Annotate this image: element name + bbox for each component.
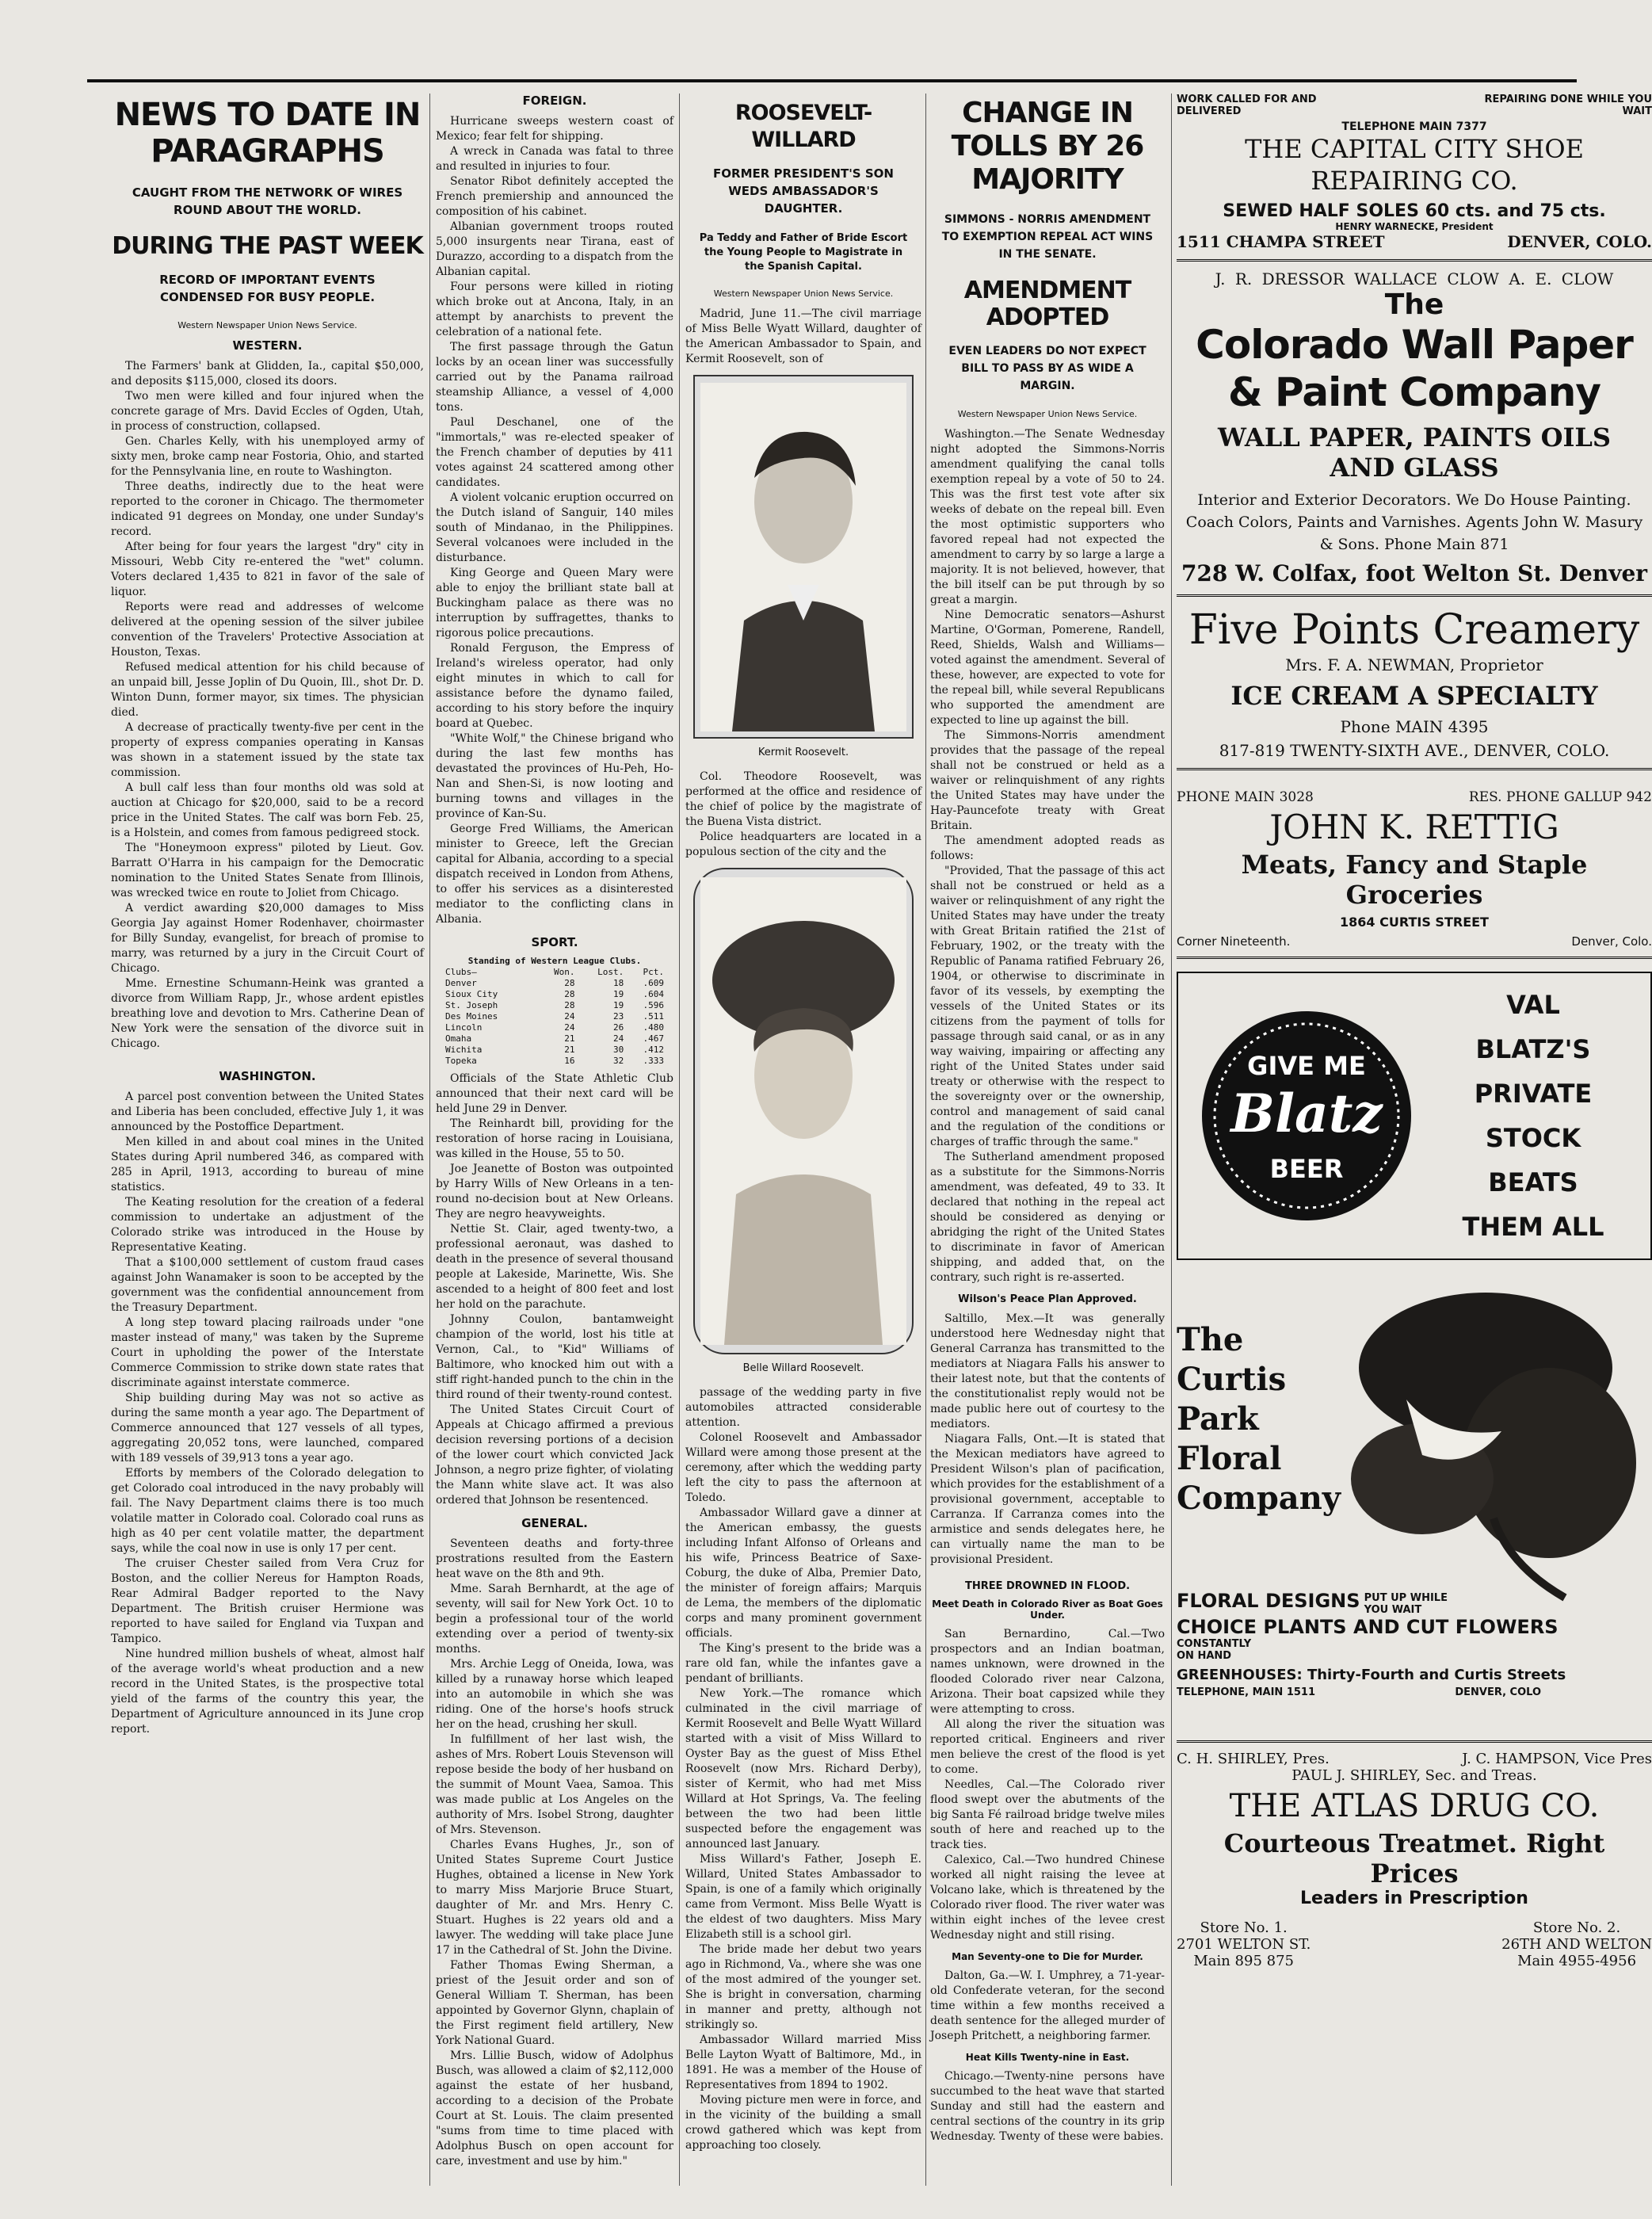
deck: RECORD OF IMPORTANT EVENTS CONDENSED FOR BUSY PEOPLE. (159, 273, 376, 304)
column-news-to-date (111, 94, 424, 2186)
portrait-belle-icon (700, 877, 906, 1345)
store-address: 2701 WELTON ST. (1177, 1936, 1311, 1953)
paragraph: The "Honeymoon express" piloted by Lieut. Gov. Barratt O'Harra in his campaign for the Democratic nomination to the United States Senate from Illinois, was wrecked twice en route to Joliet from Chicago. (111, 842, 424, 899)
paragraph: The bride made her debut two years ago in Richmond, Va., where she was one of the most admired of the younger set. She is bright in conversation, charming in manner and pretty, although not strikingly so. (685, 1943, 921, 2031)
table-cell: .604 (643, 989, 664, 999)
paragraph: Dalton, Ga.—W. I. Umphrey, a 71-year-old Confederate veteran, for the second time within a few months received a death sentence for the alleged murder of Joseph Pritchett, a neighboring farmer. (930, 1969, 1165, 2042)
table-header: Clubs— (445, 967, 477, 977)
paragraph: Efforts by members of the Colorado delegation to get Colorado coal introduced in the navy probably will fail. The Navy Department claims there is too much volatile matter in Colorado coal. Colorado coal runs as high as 40 per cent volatile matter, the department says, while the coal now in use is only 17 per cent. (111, 1467, 424, 1555)
paragraph: A verdict awarding $20,000 damages to Miss Georgia Jay against Homer Rodenhaver, choirmaster for Billy Sunday, evangelist, for breach of promise to marry, was returned by a jury in the Circuit Court of Chicago. (111, 902, 424, 975)
section-foreign: FOREIGN. (522, 94, 587, 108)
wire-service: Western Newspaper Union News Service. (177, 320, 357, 330)
paragraph: A violent volcanic eruption occurred on the Dutch island of Sanguir, 140 miles south of Mindanao, in the Philippines. Several volcanoes were included in the disturbance. (436, 491, 673, 564)
paragraph: Officials of the State Athletic Club announced that their next card will be held June 29 in Denver. (436, 1072, 673, 1115)
atlas-officers-row (1177, 1751, 1652, 1767)
blatz-line: BEATS (1488, 1167, 1578, 1197)
column-rule (925, 94, 926, 2186)
ad-note: REPAIRING DONE WHILE YOU WAIT (1484, 94, 1652, 117)
table-cell: 21 (564, 1045, 575, 1055)
deck: EVEN LEADERS DO NOT EXPECT BILL TO PASS BY AS WIDE A MARGIN. (948, 345, 1146, 392)
paragraph: Two men were killed and four injured when the concrete garage of Mrs. David Eccles of Ogden, Utah, in process of construction, collapsed. (111, 390, 424, 433)
atlas-store-2 (1501, 1919, 1652, 1969)
blatz-seal-text-bottom: BEER (1269, 1154, 1344, 1184)
paragraph: The Sutherland amendment proposed as a substitute for the Simmons-Norris amendment, was defeated, 49 to 33. It declared that nothing in the repeal act should be considered as denying or abridging the right of the United States to discriminate in favor of American shipping, and added that, on the contrary, such right is re-asserted. (930, 1151, 1165, 1284)
floral-phone: TELEPHONE, MAIN 1511 (1177, 1686, 1316, 1698)
paragraph: Madrid, June 11.—The civil marriage of Miss Belle Wyatt Willard, daughter of the American Ambassador to Spain, and Kermit Roosevelt, son of (685, 307, 921, 365)
table-cell: Denver (445, 978, 477, 988)
paragraph: A bull calf less than four months old was sold at auction at Chicago for $20,000, said to be a record price in the United States. The calf was born Feb. 25, is a Holstein, and comes from famous pedigreed stock. (111, 781, 424, 839)
portrait-photo-belle (693, 868, 914, 1354)
paragraph: Ship building during May was not so active as during the same month a year ago. The Department of Commerce announced that 127 vessels of all types, aggregating 20,052 tons, were launched, compared with 189 vessels of 39,913 tons a year ago. (111, 1392, 424, 1465)
subhead: Man Seventy-one to Die for Murder. (952, 1951, 1143, 1962)
store-address: 26TH AND WELTON (1501, 1936, 1652, 1953)
blatz-line: VAL (1506, 990, 1560, 1020)
floral-name-line: Park (1177, 1400, 1259, 1438)
subhead: Meet Death in Colorado River as Boat Goes Under. (932, 1598, 1163, 1621)
store-label: Store No. 1. (1200, 1919, 1288, 1936)
table-cell: St. Joseph (445, 1000, 498, 1010)
paragraph: George Fred Williams, the American minister to Greece, left the Grecian capital for Albania, according to a special dispatch received in London from Athens, to offer his services as a disinterested mediator to the conflicting clans in Albania. (436, 823, 673, 926)
paragraph: "White Wolf," the Chinese brigand who during the last few months has devastated the provinces of Hu-Peh, Ho-Nan and Shen-Si, is now looting and burning towns and villages in the province of Kan-Su. (436, 732, 673, 820)
subhead: THREE DROWNED IN FLOOD. (964, 1580, 1131, 1592)
wire-service: Western Newspaper Union News Service. (957, 409, 1138, 419)
column-advertisements (1177, 94, 1652, 2186)
ad-address-row (1177, 232, 1652, 251)
paragraph: The Simmons-Norris amendment provides that the passage of the repeal shall not be construed or held as a waiver or relinquishment of any rights the United States may have under the Hay-Pauncefote treaty with Great Britain. (930, 729, 1165, 832)
paragraph: Chicago.—Twenty-nine persons have succumbed to the heat wave that started Sunday and still had the eastern and central sections of the country in its grip Wednesday. Twenty of these were babies. (930, 2070, 1165, 2143)
table-row (444, 1033, 666, 1045)
paragraph: "Provided, That the passage of this act shall not be construed or held as a waiver or relinquishment of any right the United States may have under the treaty with Great Britain ratified the 21st of February, 1902, or the treaty with the Republic of Panama ratified February 26, 1904, or otherwise to discriminate in favor of its vessels, by exempting the vessels of the United States or its citizens from the payment of tolls for passage through said canal, or as in any way waiving, impairing or affecting any right of the United States under said treaty or otherwise with the respect to the sovereignty over or the ownership, control and management of said canal and the regulation of the conditions or charges of traffic through the same." (930, 865, 1165, 1148)
paragraph: Gen. Charles Kelly, with his unemployed army of sixty men, broke camp near Fostoria, Ohio, and started for the Pennsylvania line, en route to Washington. (111, 435, 424, 478)
table-row (444, 978, 666, 989)
photo-caption: Kermit Roosevelt. (757, 747, 849, 758)
blatz-line: BLATZ'S (1475, 1034, 1591, 1064)
paragraph: Ronald Ferguson, the Empress of Ireland's wireless operator, had only eight minutes in which to call for assistance before the dynamo failed, according to his story before the inquiry board at Quebec. (436, 642, 673, 730)
ad-address: 728 W. Colfax, foot Welton St. Denver (1181, 560, 1648, 586)
ad-phone-row (1177, 789, 1652, 805)
deck: CAUGHT FROM THE NETWORK OF WIRES ROUND ABOUT THE WORLD. (132, 185, 403, 217)
ad-atlas-drug (1177, 1743, 1652, 1977)
table-cell: Lincoln (445, 1022, 483, 1033)
ad-line: ICE CREAM A SPECIALTY (1230, 681, 1598, 711)
paragraph: The United States Circuit Court of Appeals at Chicago affirmed a previous decision reversing portions of a decision of the lower court which convicted Jack Johnson, a negro prize fighter, of violating the Mann white slave act. It was also ordered that Johnson be resentenced. (436, 1404, 673, 1507)
paragraph: King George and Queen Mary were able to enjoy the brilliant state ball at Buckingham palace as there was no interruption by suffragettes, thanks to rigorous police precautions. (436, 567, 673, 640)
floral-name-line: Company (1177, 1480, 1341, 1517)
blatz-seal-text-top: GIVE ME (1247, 1051, 1366, 1081)
ad-val-blatz (1177, 972, 1652, 1260)
atlas-slogan: Courteous Treatmet. Right Prices (1223, 1828, 1605, 1889)
headline-news-to-date: NEWS TO DATE IN PARAGRAPHS (114, 97, 421, 170)
paragraph: The amendment adopted reads as follows: (930, 835, 1165, 862)
ad-business-name: Colorado Wall Paper & Paint Company (1196, 322, 1633, 415)
paragraph: Police headquarters are located in a populous section of the city and the (685, 831, 921, 858)
atlas-president: C. H. SHIRLEY, Pres. (1177, 1751, 1330, 1767)
table-cell: 32 (613, 1056, 624, 1066)
table-cell: .596 (643, 1000, 664, 1010)
table-cell: Des Moines (445, 1011, 498, 1022)
table-cell: 26 (613, 1022, 624, 1033)
paragraph: Albanian government troops routed 5,000 insurgents near Tirana, east of Durazzo, according to a dispatch from the Albanian capital. (436, 220, 673, 278)
paragraph: The first passage through the Gatun locks by an ocean liner was successfully carried out by the Panama railroad steamship Alliance, a vessel of 4,000 tons. (436, 341, 673, 414)
paragraph: Col. Theodore Roosevelt, was performed at the office and residence of the chief of police by the magistrate of the Buena Vista district. (685, 770, 921, 828)
table-cell: 28 (564, 989, 575, 999)
table-row (444, 1056, 666, 1067)
paragraph: The Reinhardt bill, providing for the restoration of horse racing in Louisiana, was killed in the House, 55 to 50. (436, 1117, 673, 1160)
paragraph: A wreck in Canada was fatal to three and resulted in injuries to four. (436, 145, 673, 173)
ad-phone: RES. PHONE GALLUP 942 (1468, 789, 1652, 805)
ad-line: Meats, Fancy and Staple Groceries (1241, 850, 1588, 910)
headline-amendment-adopted: AMENDMENT ADOPTED (963, 277, 1131, 331)
subhead: Wilson's Peace Plan Approved. (958, 1293, 1137, 1305)
atlas-leaders: Leaders in Prescription (1300, 1889, 1528, 1908)
paragraph: San Bernardino, Cal.—Two prospectors and an Indian boatman, names unknown, were drowned in the flooded Colorado river near Calzona, Arizona. Their boat capsized while they were attempting to cross. (930, 1628, 1165, 1716)
table-cell: 24 (613, 1033, 624, 1044)
column-rule (429, 94, 430, 2186)
paragraph: Ambassador Willard gave a dinner at the American embassy, the guests including Infant Alfonso of Orleans and his wife, Princess Beatrice of Saxe-Coburg, the duke of Alba, Premier Dato, the minister of foreign affairs; Marquis de Lema, the members of the diplomatic corps and many prominent government officials. (685, 1507, 921, 1640)
paragraph: That a $100,000 settlement of custom fraud cases against John Wanamaker is soon to be accepted by the government was the confidential announcement from the Treasury Department. (111, 1256, 424, 1314)
blatz-seal-text-mid: Blatz (1230, 1083, 1383, 1144)
table-cell: 16 (564, 1056, 575, 1066)
ad-top-row (1177, 94, 1652, 117)
table-cell: Wichita (445, 1045, 483, 1055)
paragraph: Charles Evans Hughes, Jr., son of United States Supreme Court Justice Hughes, obtained a license in New York to marry Miss Marjorie Bruce Stuart, daughter of Mr. and Mrs. Henry C. Stuart. Hughes is 22 years old and a lawyer. The wedding will take place June 17 in the Cathedral of St. John the Divine. (436, 1839, 673, 1957)
ad-phone: TELEPHONE MAIN 7377 (1341, 120, 1487, 133)
paragraph: Needles, Cal.—The Colorado river flood swept over the abutments of the big Santa Fé railroad bridge twelve miles south of here and reached up to the track ties. (930, 1778, 1165, 1851)
atlas-vice-president: J. C. HAMPSON, Vice Pres (1462, 1751, 1652, 1767)
paragraph: The Keating resolution for the creation of a federal commission to undertake an adjustment of the Colorado strike was introduced in the House by Representative Keating. (111, 1196, 424, 1254)
paragraph: Moving picture men were in force, and in the vicinity of the building a small crowd gathered which was kept from approaching too closely. (685, 2094, 921, 2152)
ad-owners: J. R. DRESSOR WALLACE CLOW A. E. CLOW (1215, 269, 1614, 288)
ad-description: Interior and Exterior Decorators. We Do House Painting. Coach Colors, Paints and Varnishes. Agents John W. Masury & Sons. Phone Main 871 (1185, 491, 1643, 553)
table-row (444, 1022, 666, 1033)
table-cell: 19 (613, 1000, 624, 1010)
floral-business-name (1177, 1320, 1341, 1518)
table-header: Lost. (597, 967, 624, 977)
ad-city: Denver, Colo. (1571, 934, 1652, 949)
paragraph: Mme. Ernestine Schumann-Heink was granted a divorce from William Rapp, Jr., whose ardent epistles breathing love and devotion to Mrs. Catherine Dean of New York were the sensation of the divorce suit in Chicago. (111, 977, 424, 1050)
column-roosevelt-willard (685, 94, 921, 2186)
portrait-photo-kermit (693, 375, 914, 739)
paragraph: A parcel post convention between the United States and Liberia has been concluded, effective July 1, it was announced by the Postoffice Department. (111, 1090, 424, 1133)
floral-contact-row (1177, 1686, 1541, 1698)
paragraph: Miss Willard's Father, Joseph E. Willard, United States Ambassador to Spain, is one of a family which originally came from Vermont. Miss Belle Wyatt is the eldest of two daughters. Miss Mary Elizabeth still is a school girl. (685, 1853, 921, 1941)
table-cell: 30 (613, 1045, 624, 1055)
blatz-line: STOCK (1485, 1123, 1581, 1153)
paragraph: The cruiser Chester sailed from Vera Cruz for Boston, and the collier Nereus for Hampton Roads, Rear Admiral Badger reported to the Navy Department. The British cruiser Hermione was reported to have sailed for England via Tuxpan and Tampico. (111, 1557, 424, 1645)
paragraph: Washington.—The Senate Wednesday night adopted the Simmons-Norris amendment qualifying the canal tolls exemption repeal by a vote of 50 to 24. This was the first test vote after six weeks of debate on the repeal bill. Even the most optimistic supporters who favored repeal had not expected the amendment to carry by so large a large a majority. It is not believed, however, that the bill itself can be put through by so great a margin. (930, 428, 1165, 606)
table-cell: Topeka (445, 1056, 477, 1066)
paragraph: Saltillo, Mex.—It was generally understood here Wednesday night that General Carranza has transmitted to the mediators at Niagara Falls his answer to their latest note, but that the contents of the constitutionalist reply would not be made public here out of courtesy to the mediators. (930, 1312, 1165, 1430)
ad-john-k-rettig (1177, 781, 1652, 959)
column-rule (679, 94, 680, 2186)
table-cell: .333 (643, 1056, 664, 1066)
table-cell: .480 (643, 1022, 664, 1033)
ad-the: The (1384, 288, 1444, 321)
section-washington: WASHINGTON. (219, 1069, 316, 1083)
wire-service: Western Newspaper Union News Service. (713, 288, 894, 299)
deck: FORMER PRESIDENT'S SON WEDS AMBASSADOR'S DAUGHTER. (713, 166, 894, 216)
newspaper-page (87, 79, 1652, 2190)
ad-colorado-wall-paper (1177, 262, 1652, 597)
table-row (444, 967, 666, 978)
ad-corner-row (1177, 934, 1652, 949)
table-cell: Sioux City (445, 989, 498, 999)
floral-note: PUT UP WHILE YOU WAIT (1364, 1591, 1448, 1616)
flower-illustration-icon (1311, 1281, 1644, 1614)
paragraph: Seventeen deaths and forty-three prostrations resulted from the Eastern heat wave on the 8th and 9th. (436, 1537, 673, 1580)
ad-note: WORK CALLED FOR AND DELIVERED (1177, 94, 1317, 117)
table-cell: 21 (564, 1033, 575, 1044)
table-cell: 24 (564, 1022, 575, 1033)
paragraph: Nine Democratic senators—Ashurst Martine, O'Gorman, Pomerene, Randell, Reed, Shields, Walsh and Williams—voted against the amendment. Several of these, however, are expected to vote for the repeal bill, while several Republicans who supported the amendment are expected to line up against the bill. (930, 609, 1165, 727)
ad-business-name: THE CAPITAL CITY SHOE REPAIRING CO. (1245, 134, 1584, 196)
ad-business-name: THE ATLAS DRUG CO. (1229, 1788, 1600, 1824)
table-header: Won. (554, 967, 575, 977)
atlas-secretary: PAUL J. SHIRLEY, Sec. and Treas. (1291, 1767, 1537, 1784)
ad-address: 817-819 TWENTY-SIXTH AVE., DENVER, COLO. (1219, 741, 1610, 760)
subhead: Heat Kills Twenty-nine in East. (965, 2052, 1130, 2063)
table-cell: 18 (613, 978, 624, 988)
paragraph: All along the river the situation was reported critical. Engineers and river men believe the crest of the flood is yet to come. (930, 1718, 1165, 1776)
table-cell: .412 (643, 1045, 664, 1055)
blatz-line: THEM ALL (1462, 1212, 1604, 1242)
ad-phone: Phone MAIN 4395 (1340, 717, 1489, 736)
headline-change-in-tolls: CHANGE IN TOLLS BY 26 MAJORITY (951, 97, 1144, 196)
deck: Pa Teddy and Father of Bride Escort the Young People to Magistrate in the Spanish Capital. (699, 232, 908, 273)
table-row (444, 1011, 666, 1022)
paragraph: Joe Jeanette of Boston was outpointed by Harry Wills of New Orleans in a ten-round no-decision bout at New Orleans. They are negro heavyweights. (436, 1163, 673, 1220)
floral-line (1177, 1590, 1652, 1616)
table-cell: .467 (643, 1033, 664, 1044)
paragraph: Reports were read and addresses of welcome delivered at the opening session of the silver jubilee convention of the Travelers' Protective Association at Houston, Texas. (111, 601, 424, 659)
ad-city: DENVER, COLO. (1507, 232, 1652, 251)
floral-designs: FLORAL DESIGNS (1177, 1590, 1360, 1612)
league-standings (444, 956, 666, 1067)
blatz-slogan (1425, 983, 1641, 1249)
table-row (444, 989, 666, 1000)
atlas-store-1 (1177, 1919, 1311, 1969)
paragraph: The King's present to the bride was a rare old fan, while the infantes gave a pendant of brilliants. (685, 1642, 921, 1685)
section-sport: SPORT. (531, 935, 578, 949)
ad-capital-city-shoe (1177, 94, 1652, 262)
floral-plants: CHOICE PLANTS AND CUT FLOWERS (1177, 1615, 1559, 1638)
table-cell: Omaha (445, 1033, 472, 1044)
table-cell: 28 (564, 978, 575, 988)
blatz-seal (1188, 983, 1425, 1249)
column-change-in-tolls (930, 94, 1165, 2186)
paragraph: Men killed in and about coal mines in the United States during April numbered 346, as compared with 285 in April, 1913, according to bureau of mine statistics. (111, 1136, 424, 1194)
ad-corner: Corner Nineteenth. (1177, 934, 1291, 949)
table-cell: 28 (564, 1000, 575, 1010)
store-phone: Main 895 875 (1193, 1953, 1294, 1969)
floral-note: CONSTANTLY ON HAND (1177, 1637, 1252, 1662)
table-cell: 19 (613, 989, 624, 999)
paragraph: Calexico, Cal.—Two hundred Chinese worked all night raising the levee at Volcano lake, which is threatened by the Colorado river flood. The river water was within eight inches of the levee crest Wednesday night and still rising. (930, 1854, 1165, 1942)
ad-business-name: JOHN K. RETTIG (1269, 808, 1559, 846)
ad-line: SEWED HALF SOLES 60 cts. and 75 cts. (1223, 201, 1606, 221)
table-cell: .609 (643, 978, 664, 988)
paragraph: Ambassador Willard married Miss Belle Layton Wyatt of Baltimore, Md., in 1891. He was a member of the House of Representatives from 1894 to 1902. (685, 2034, 921, 2091)
paragraph: Paul Deschanel, one of the "immortals," was re-elected speaker of the French chamber of deputies by 411 votes against 24 scattered among other candidates. (436, 416, 673, 489)
column-foreign-sport-general (436, 94, 673, 2186)
paragraph: Colonel Roosevelt and Ambassador Willard were among those present at the ceremony, after which the wedding party left the city to pass the afternoon at Toledo. (685, 1431, 921, 1504)
paragraph: Three deaths, indirectly due to the heat were reported to the coroner in Chicago. The thermometer indicated 91 degrees on Monday, one under Sunday's record. (111, 480, 424, 538)
blatz-line: PRIVATE (1474, 1079, 1593, 1109)
paragraph: A long step toward placing railroads under "one master instead of many," was taken by the Supreme Court in upholding the power of the Interstate Commerce Commission to strike down state rates that discriminate against interstate commerce. (111, 1316, 424, 1389)
paragraph: Niagara Falls, Ont.—It is stated that the Mexican mediators have agreed to President Wilson's plan of pacification, which provides for the establishment of a provisional government, acceptable to Carranza. If Carranza comes into the armistice and sends delegates here, he can virtually name the man to be provisional President. (930, 1433, 1165, 1566)
floral-greenhouses: GREENHOUSES: Thirty-Fourth and Curtis Streets (1177, 1666, 1566, 1683)
ad-business-name: Five Points Creamery (1188, 606, 1640, 654)
floral-city: DENVER, COLO (1455, 1686, 1541, 1698)
floral-name-line: Curtis (1177, 1361, 1287, 1398)
ad-president: HENRY WARNECKE, President (1335, 221, 1494, 232)
headline-roosevelt-willard: ROOSEVELT-WILLARD (734, 101, 872, 152)
portrait-kermit-icon (700, 383, 906, 731)
paragraph: A decrease of practically twenty-five per cent in the property of express companies operating in Kansas was shown in a statement issued by the state tax commission. (111, 721, 424, 779)
table-cell: 24 (564, 1011, 575, 1022)
paragraph: Mrs. Lillie Busch, widow of Adolphus Busch, was allowed a claim of $2,112,000 against the estate of her husband, according to a decision of the Probate Court at St. Louis. The claim presented "sums from time to time placed with Adolphus Busch on open account for care, investment and use by him." (436, 2049, 673, 2167)
paragraph: Refused medical attention for his child because of an unpaid bill, Jesse Joplin of Du Quoin, Ill., shot Dr. D. Winton Dunn, former mayor, six times. The physician died. (111, 661, 424, 719)
paragraph: Johnny Coulon, bantamweight champion of the world, lost his title at Vernon, Cal., to "Kid" Williams of Baltimore, who knocked him out with a stiff right-handed punch to the chin in the third round of their twenty-round contest. (436, 1313, 673, 1401)
store-label: Store No. 2. (1532, 1919, 1621, 1936)
atlas-stores-row (1177, 1919, 1652, 1969)
section-western: WESTERN. (232, 338, 303, 353)
paragraph: Mrs. Archie Legg of Oneida, Iowa, was killed by a runaway horse which leaped into an automobile in which she was riding. One of the horse's hoofs struck her on the head, crushing her skull. (436, 1658, 673, 1731)
deck: SIMMONS - NORRIS AMENDMENT TO EXEMPTION REPEAL ACT WINS IN THE SENATE. (941, 213, 1154, 261)
floral-line (1177, 1616, 1652, 1662)
ad-curtis-park-floral (1177, 1273, 1652, 1743)
column-rule (1171, 94, 1172, 2186)
paragraph: New York.—The romance which culminated in the civil marriage of Kermit Roosevelt and Belle Wyatt Willard started with a visit of Miss Willard to Oyster Bay as the guest of Miss Ethel Roosevelt (now Mrs. Richard Derby), sister of Kermit, who had met Miss Willard at Hot Springs, Va. The feeling between the two had been little suspected before the engagement was announced last January. (685, 1687, 921, 1850)
table-cell: .511 (643, 1011, 664, 1022)
paragraph: The Farmers' bank at Glidden, Ia., capital $50,000, and deposits $115,000, closed its doors. (111, 360, 424, 388)
standings-title: Standing of Western League Clubs. (467, 956, 642, 966)
blatz-seal-icon (1196, 1005, 1417, 1227)
standings-table (444, 967, 666, 1067)
ad-five-points-creamery (1177, 597, 1652, 770)
table-row (444, 1000, 666, 1011)
headline-past-week: DURING THE PAST WEEK (112, 232, 423, 260)
section-general: GENERAL. (521, 1516, 588, 1530)
paragraph: Nettie St. Clair, aged twenty-two, a professional aeronaut, was dashed to death in the presence of several thousand people at Lakeside, Marinette, Wis. She ascended to a height of 800 feet and lost her hold on the parachute. (436, 1223, 673, 1311)
table-row (444, 1045, 666, 1056)
floral-name-line: The (1177, 1321, 1244, 1358)
floral-name-line: Floral (1177, 1440, 1282, 1477)
paragraph: Four persons were killed in rioting which broke out at Ancona, Italy, in an attempt by anarchists to prevent the celebration of a national fete. (436, 281, 673, 338)
table-cell: 23 (613, 1011, 624, 1022)
ad-address: 1511 CHAMPA STREET (1177, 232, 1385, 251)
paragraph: After being for four years the largest "dry" city in Missouri, Webb City re-entered the "wet" column. Voters declared 1,435 to 821 in favor of the sale of liquor. (111, 540, 424, 598)
ad-line: WALL PAPER, PAINTS OILS AND GLASS (1217, 422, 1612, 483)
ad-phone: PHONE MAIN 3028 (1177, 789, 1314, 805)
floral-details (1177, 1590, 1652, 1698)
paragraph: In fulfillment of her last wish, the ashes of Mrs. Robert Louis Stevenson will repose beside the body of her husband on the summit of Mount Vaea, Samoa. This was made public at Los Angeles on the authority of Mrs. Isobel Strong, daughter of Mrs. Stevenson. (436, 1733, 673, 1836)
paragraph: Father Thomas Ewing Sherman, a priest of the Jesuit order and son of General William T. Sherman, has been appointed by Governor Glynn, chaplain of the First regiment field artillery, New York National Guard. (436, 1959, 673, 2047)
table-header: Pct. (643, 967, 664, 977)
paragraph: passage of the wedding party in five automobiles attracted considerable attention. (685, 1386, 921, 1429)
paragraph: Senator Ribot definitely accepted the French premiership and announced the composition of his cabinet. (436, 175, 673, 218)
ad-address: 1864 CURTIS STREET (1340, 915, 1489, 930)
paragraph: Mme. Sarah Bernhardt, at the age of seventy, will sail for New York Oct. 10 to begin a professional tour of the world extending over a period of twenty-six months. (436, 1583, 673, 1656)
paragraph: Nine hundred million bushels of wheat, almost half of the average world's wheat production and a new record in the United States, is the prospective total yield of the farms of the country this year, the Department of Agriculture announced in its June crop report. (111, 1648, 424, 1736)
paragraph: Hurricane sweeps western coast of Mexico; fear felt for shipping. (436, 115, 673, 143)
store-phone: Main 4955-4956 (1517, 1953, 1637, 1969)
ad-proprietor: Mrs. F. A. NEWMAN, Proprietor (1285, 655, 1543, 674)
photo-caption: Belle Willard Roosevelt. (742, 1362, 864, 1374)
